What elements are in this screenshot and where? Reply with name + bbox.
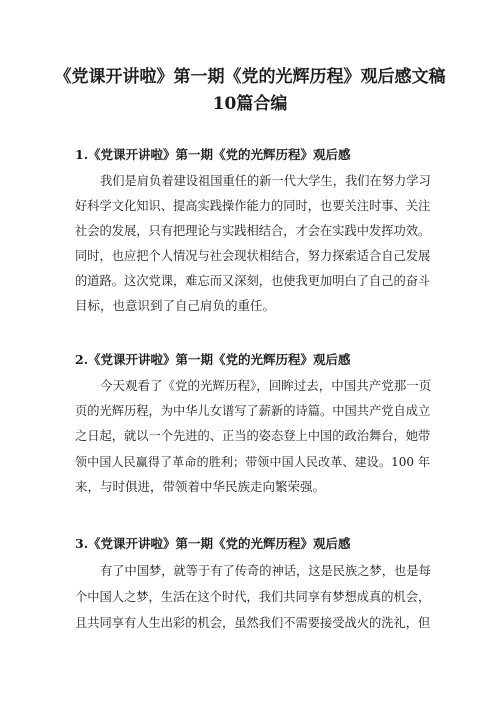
section-1-line-6: 目标，也意识到了自己肩负的重任。	[75, 298, 276, 313]
section-2-heading: 2.《党课开讲啦》第一期《党的光辉历程》观后感	[75, 352, 351, 367]
document-title-line-1: 《党课开讲啦》第一期《党的光辉历程》观后感文稿	[54, 67, 446, 87]
section-2-line-4: 领中国人民赢得了革命的胜利；带领中国人民改革、建设。100 年	[75, 455, 430, 469]
section-3-line-1: 有了中国梦，就等于有了传奇的神话，这是民族之梦，也是每	[100, 564, 431, 578]
document-title-line-2: 10篇合编	[212, 94, 288, 114]
section-2-line-3: 之日起，就以一个先进的、正当的姿态登上中国的政治舞台，她带	[75, 429, 431, 443]
section-1-line-1: 我们是肩负着建设祖国重任的新一代大学生，我们在努力学习	[100, 174, 431, 188]
section-2-line-1: 今天观看了《党的光辉历程》，回眸过去，中国共产党那一页	[100, 378, 432, 393]
section-2-line-5: 来，与时俱进，带领着中华民族走向繁荣强。	[75, 479, 326, 494]
section-2-line-2: 页的光辉历程，为中华儿女谱写了薪新的诗篇。中国共产党自成立	[75, 404, 431, 418]
section-3-heading: 3.《党课开讲啦》第一期《党的光辉历程》观后感	[75, 536, 351, 551]
section-1-line-5: 的道路。这次党课，难忘而又深刻，也使我更加明白了自己的奋斗	[75, 274, 431, 288]
section-1-line-4: 同时，也应把个人情况与社会现状相结合，努力探索适合自己发展	[75, 249, 431, 263]
section-3-line-2: 个中国人之梦，生活在这个时代，我们共同享有梦想成真的机会，	[75, 590, 431, 604]
section-1-heading: 1.《党课开讲啦》第一期《党的光辉历程》观后感	[75, 147, 351, 162]
section-1-line-2: 好科学文化知识、提高实践操作能力的同时，也要关注时事、关注	[75, 199, 431, 213]
section-1-line-3: 社会的发展，只有把理论与实践相结合，才会在实践中发挥功效。	[75, 224, 431, 238]
section-3-line-3: 且共同享有人生出彩的机会，虽然我们不需要接受战火的洗礼，但	[75, 616, 431, 630]
